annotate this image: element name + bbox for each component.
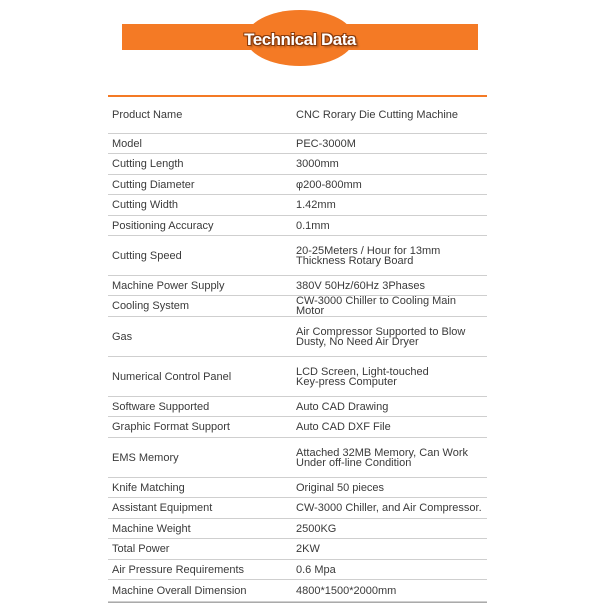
- spec-name: EMS Memory: [112, 451, 179, 464]
- spec-name: Graphic Format Support: [112, 421, 230, 433]
- table-row: [108, 317, 487, 357]
- spec-name: Numerical Control Panel: [112, 370, 232, 383]
- spec-value: 3000mm: [296, 158, 339, 170]
- spec-value: CW-3000 Chiller, and Air Compressor.: [296, 502, 482, 514]
- spec-value: LCD Screen, Light-touched Key-press Computer: [296, 365, 429, 388]
- table-row: [108, 580, 487, 602]
- spec-name: Machine Weight: [112, 522, 191, 535]
- table-row: [108, 276, 487, 296]
- spec-value: 2KW: [296, 543, 320, 555]
- table-row: [108, 498, 487, 519]
- spec-value: 4800*1500*2000mm: [296, 584, 397, 597]
- table-row: [108, 175, 487, 195]
- spec-value: 0.1mm: [296, 219, 330, 232]
- spec-rows: [108, 97, 487, 602]
- table-row: [108, 397, 487, 417]
- table-row: [108, 296, 487, 317]
- spec-name: Cutting Width: [112, 199, 179, 211]
- table-row: [108, 236, 487, 276]
- spec-name: Machine Power Supply: [112, 279, 225, 292]
- spec-name: Model: [112, 137, 142, 150]
- spec-value: 2500KG: [296, 522, 337, 535]
- spec-name: Cutting Length: [112, 158, 184, 170]
- spec-name: Knife Matching: [112, 481, 185, 494]
- spec-table: [108, 95, 487, 603]
- spec-name: Cutting Speed: [112, 249, 182, 262]
- table-row: [108, 154, 487, 175]
- spec-name: Machine Overall Dimension: [112, 584, 247, 597]
- table-row: [108, 134, 487, 154]
- table-row: [108, 438, 487, 478]
- spec-value: Original 50 pieces: [296, 481, 385, 494]
- spec-value: 0.6 Mpa: [296, 563, 336, 576]
- spec-name: Positioning Accuracy: [112, 219, 214, 232]
- spec-value: φ200-800mm: [296, 178, 362, 191]
- spec-name: Gas: [112, 330, 133, 343]
- table-row: [108, 519, 487, 539]
- spec-value: Attached 32MB Memory, Can Work Under off-line Condition: [296, 446, 468, 469]
- spec-value: PEC-3000M: [296, 137, 356, 150]
- spec-name: Cutting Diameter: [112, 178, 195, 191]
- spec-name: Software Supported: [112, 400, 210, 413]
- spec-name: Total Power: [112, 543, 170, 555]
- spec-name: Assistant Equipment: [112, 502, 213, 514]
- spec-value: Auto CAD Drawing: [296, 400, 389, 413]
- spec-name: Cooling System: [112, 300, 190, 312]
- spec-value: 380V 50Hz/60Hz 3Phases: [296, 279, 426, 292]
- table-row: [108, 560, 487, 580]
- spec-name: Air Pressure Requirements: [112, 563, 245, 576]
- table-row: [108, 195, 487, 216]
- table-row: [108, 478, 487, 498]
- table-row: [108, 539, 487, 560]
- table-row: [108, 417, 487, 438]
- spec-value: Auto CAD DXF File: [296, 421, 391, 433]
- page-title: Technical Data: [244, 30, 356, 49]
- table-row: [108, 97, 487, 134]
- spec-value: 20-25Meters / Hour for 13mm Thickness Rotary Board: [296, 244, 441, 267]
- spec-value: Air Compressor Supported to Blow Dusty, No Need Air Dryer: [296, 325, 466, 348]
- table-row: [108, 357, 487, 397]
- spec-name: Product Name: [112, 109, 183, 121]
- spec-value: CNC Rorary Die Cutting Machine: [296, 109, 458, 121]
- spec-value: 1.42mm: [296, 199, 336, 211]
- table-row: [108, 216, 487, 236]
- spec-value: CW-3000 Chiller to Cooling Main Motor: [296, 295, 456, 317]
